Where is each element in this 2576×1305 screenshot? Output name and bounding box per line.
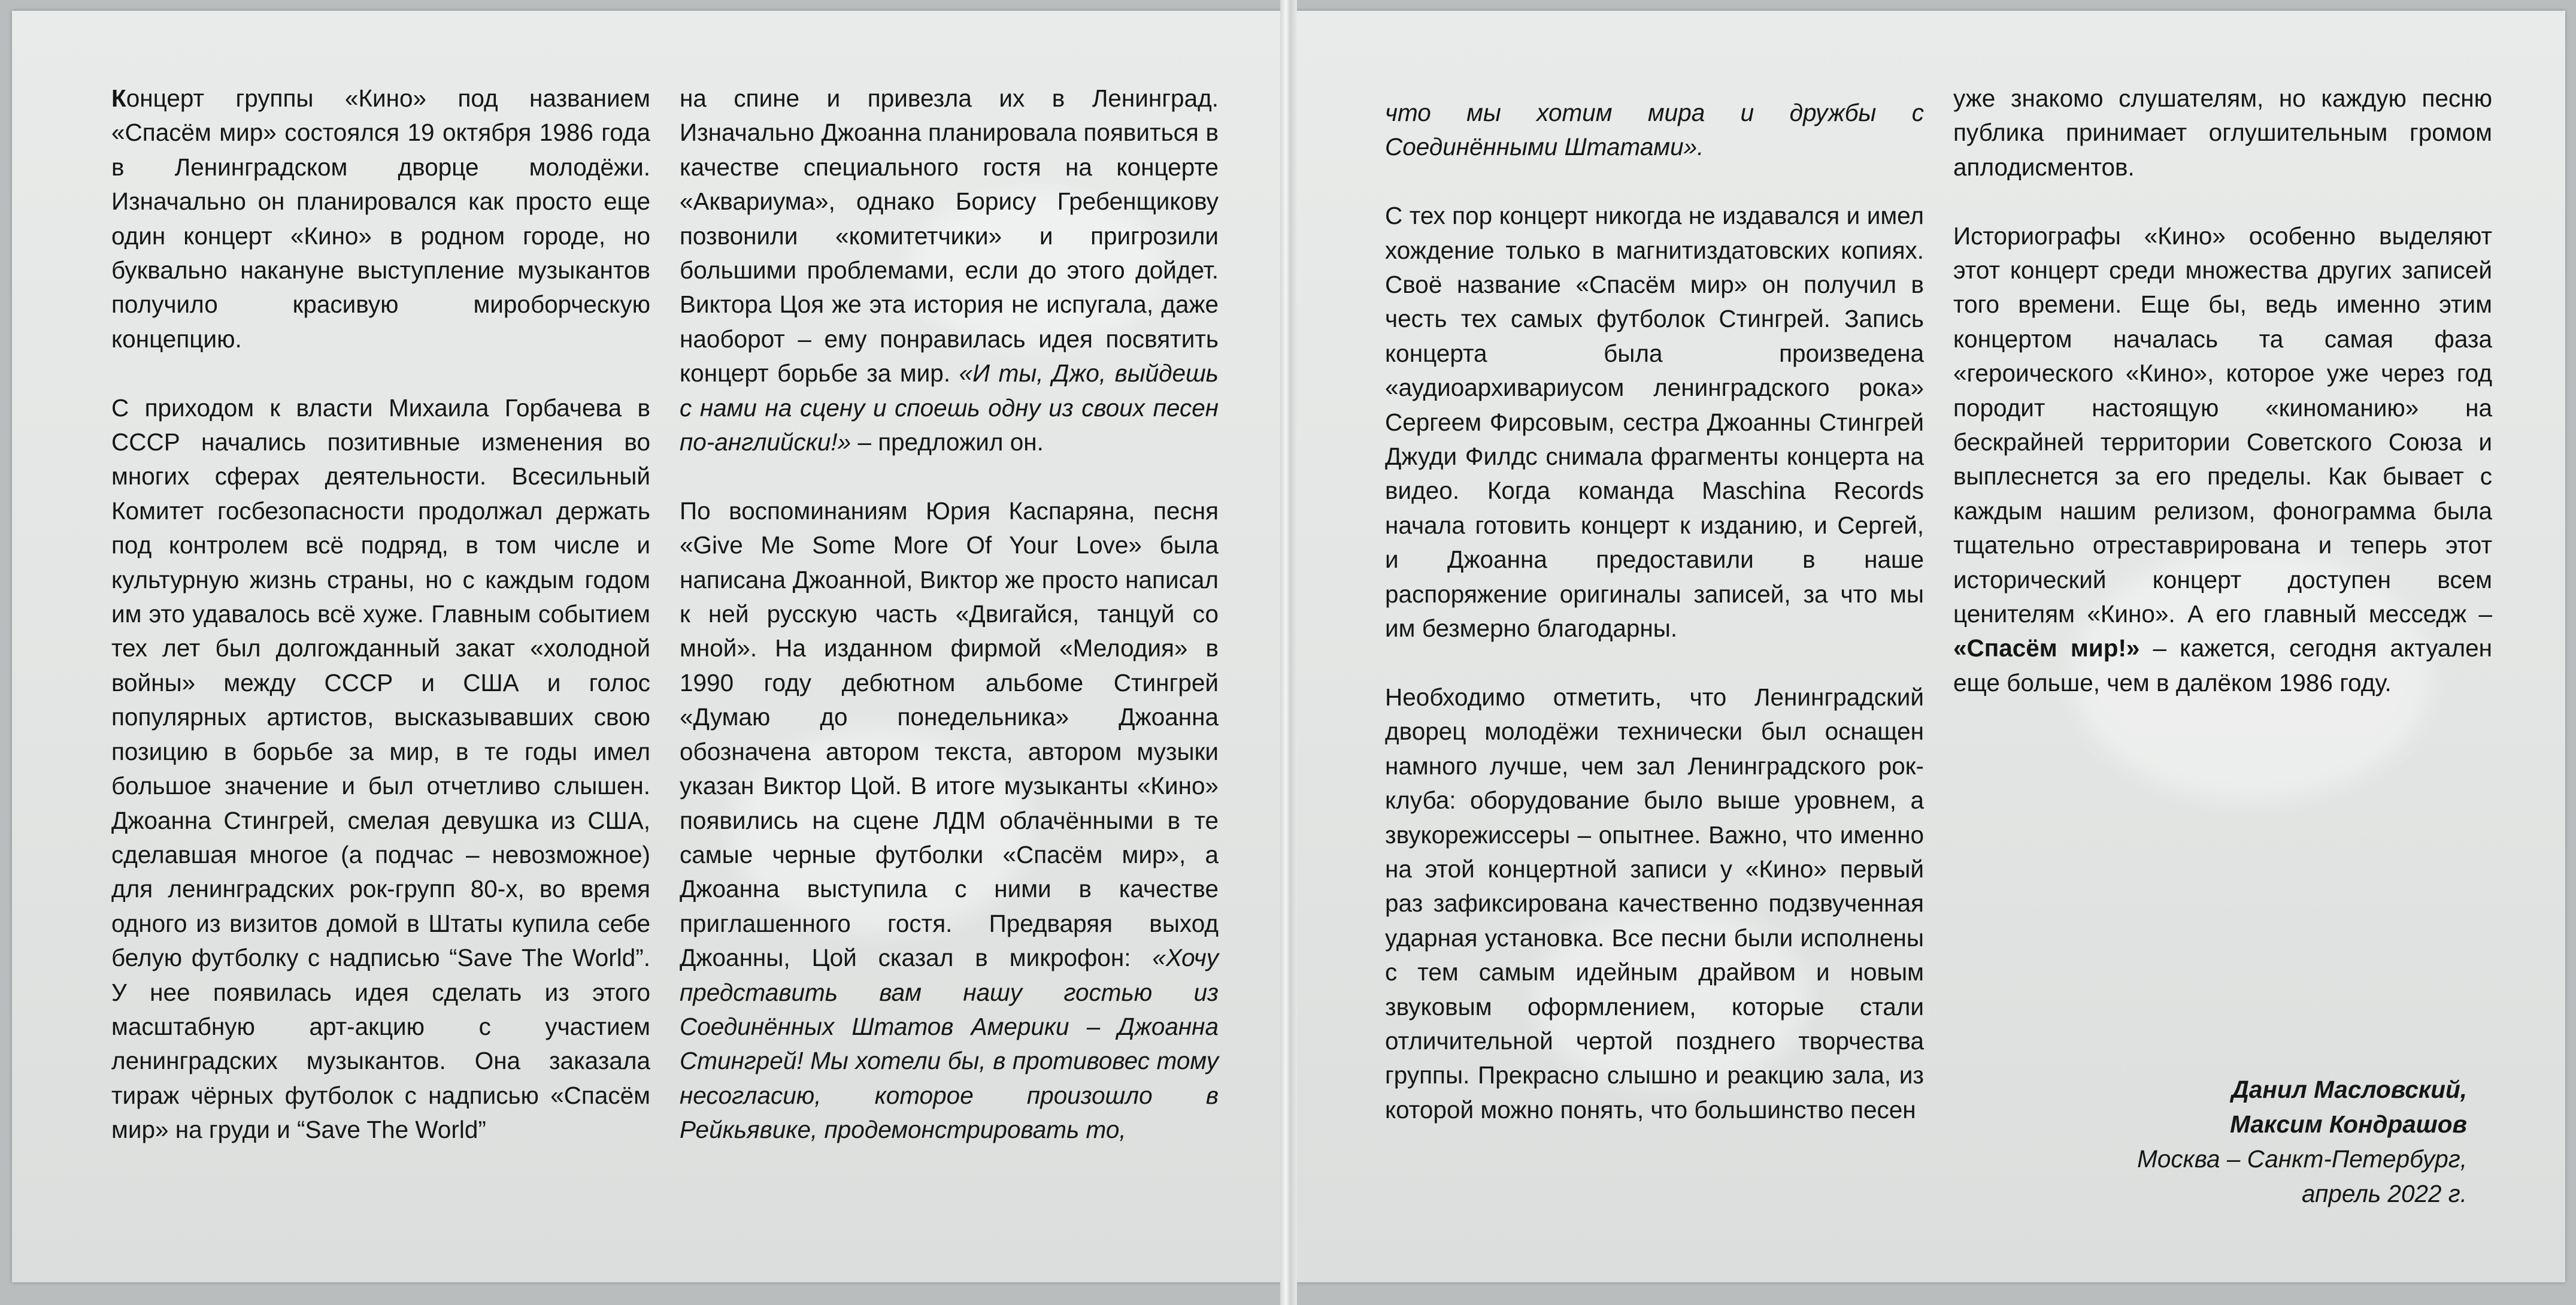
stage-quote: «Хочу представить вам нашу гостью из Соединённых Штатов Америки – Джоанна Стингрей! Мы хотели бы, в противовес тому несогласию, которое произошло в Рейкьявике, продемонстрировать то, (680, 944, 1219, 1144)
author-name: Данил Масловский, (2231, 1076, 2467, 1103)
song-paragraph: По воспоминаниям Юрия Каспаряна, песня «Give Me Some More Of Your Love» была написана Джоанной, Виктор же просто написал к ней русскую часть «Двигайся, танцуй со мной». На изданном фирмой «Мелодия» в 1990 году дебютном альбоме Стингрей «Думаю до понедельника» Джоанна обозначена автором текста, автором музыки указан Виктор Цой. В итоге музыканты «Кино» появились на сцене ЛДМ облачёнными в те самые черные футболки «Спасём мир», а Джоанна выступила с ними в качестве приглашенного гостя. Предваряя выход Джоанны, Цой сказал в микрофон: «Хочу представить вам нашу гостью из Соединённых Штатов Америки – Джоанна Стингрей! Мы хотели бы, в противовес тому несогласию, которое произошло в Рейкьявике, продемонстрировать то, (680, 496, 1219, 1144)
text-column-4 (1953, 81, 2492, 700)
album-title: «Спасём мир!» (1953, 634, 2140, 662)
text-column-3 (1385, 96, 1924, 1127)
audience-paragraph: уже знакомо слушателям, но каждую песню публика принимает оглушительным громом аплодисментов. (1953, 84, 2492, 181)
author-name: Максим Кондрашов (2230, 1110, 2467, 1138)
joanna-paragraph: на спине и привезла их в Ленинград. Изначально Джоанна планировала появиться в качестве специального гостя на концерте «Аквариума», однако Борису Гребенщикову позвонили «комитетчики» и пригрозили большими проблемами, если до этого дойдет. Виктора Цоя же эта история не испугала, даже наоборот – ему понравилась идея посвятить концерт борьбе за мир. «И ты, Джо, выйдешь с нами на сцену и споешь одну из своих песен по-английски!» – предложил он. (680, 84, 1219, 456)
closing-paragraph: Историографы «Кино» особенно выделяют этот концерт среди множества других записей того времени. Еще бы, ведь именно этим концертом началась та самая фаза «героического «Кино», которое уже через год породит настоящую «киноманию» на бескрайней территории Советского Союза и выплеснется за его пределы. Как бывает с каждым нашим релизом, фонограмма была тщательно отреставрирована и теперь этот исторический концерт доступен всем ценителям «Кино». А его главный месседж – «Спасём мир!» – кажется, сегодня актуален еще больше, чем в далёком 1986 году. (1953, 222, 2492, 697)
drop-cap: К (111, 84, 126, 112)
text-column-2 (680, 81, 1219, 1147)
recording-paragraph: С тех пор концерт никогда не издавался и имел хождение только в магнитиздатовских копиях. Своё название «Спасём мир» он получил в честь тех самых футболок Стингрей. Запись концерта была произведена «аудиоархивариусом ленинградского рока» Сергеем Фирсовым, сестра Джоанны Стингрей Джуди Филдс снимала фрагменты концерта на видео. Когда команда Maschina Records начала готовить концерт к изданию, и Сергей, и Джоанна предоставили в наше распоряжение оригиналы записей, за что мы им безмерно благодарны. (1385, 202, 1924, 643)
quote-continuation: что мы хотим мира и дружбы с Соединёнными Штатами». (1385, 99, 1924, 161)
text-column-1 (111, 81, 650, 1147)
history-paragraph: С приходом к власти Михаила Горбачева в СССР начались позитивные изменения во многих сферах деятельности. Всесильный Комитет госбезопасности продолжал держать под контролем всё подряд, в том числе и культурную жизнь страны, но с каждым годом им это удавалось всё хуже. Главным событием тех лет был долгожданный закат «холодной войны» между СССР и США и голос популярных артистов, высказывавших свою позицию в борьбе за мир, в те годы имел большое значение и был отчетливо слышен. Джоанна Стингрей, смелая девушка из США, сделавшая многое (а подчас – невозможное) для ленинградских рок-групп 80-х, во время одного из визитов домой в Штаты купила себе белую футболку с надписью “Save The World”. У нее появилась идея сделать из этого масштабную арт-акцию с участием ленинградских музыкантов. Она заказала тираж чёрных футболок с надписью «Спасём мир» на груди и “Save The World” (111, 393, 650, 1144)
tsoi-quote: «И ты, Джо, выйдешь с нами на сцену и споешь одну из своих песен по-английски!» (680, 359, 1219, 456)
signature-date: апрель 2022 г. (2301, 1180, 2467, 1207)
booklet-fold (1280, 0, 1297, 1305)
signature-place: Москва – Санкт-Петербург, (2137, 1145, 2467, 1173)
intro-paragraph: Концерт группы «Кино» под названием «Спасём мир» состоялся 19 октября 1986 года в Ленинградском дворце молодёжи. Изначально он планировался как просто еще один концерт «Кино» в родном городе, но буквально накануне выступление музыкантов получило красивую мироборческую концепцию. (111, 84, 650, 353)
sound-paragraph: Необходимо отметить, что Ленинградский дворец молодёжи технически был оснащен намного лучше, чем зал Ленинградского рок-клуба: оборудование было выше уровнем, а звукорежиссеры – опытнее. Важно, что именно на этой концертной записи у «Кино» первый раз зафиксирована качественно подзвученная ударная установка. Все песни были исполнены с тем самым идейным драйвом и новым звуковым оформлением, которые стали отличительной чертой позднего творчества группы. Прекрасно слышно и реакцию зала, из которой можно понять, что большинство песен (1385, 683, 1924, 1124)
signature-block (2036, 1072, 2467, 1211)
